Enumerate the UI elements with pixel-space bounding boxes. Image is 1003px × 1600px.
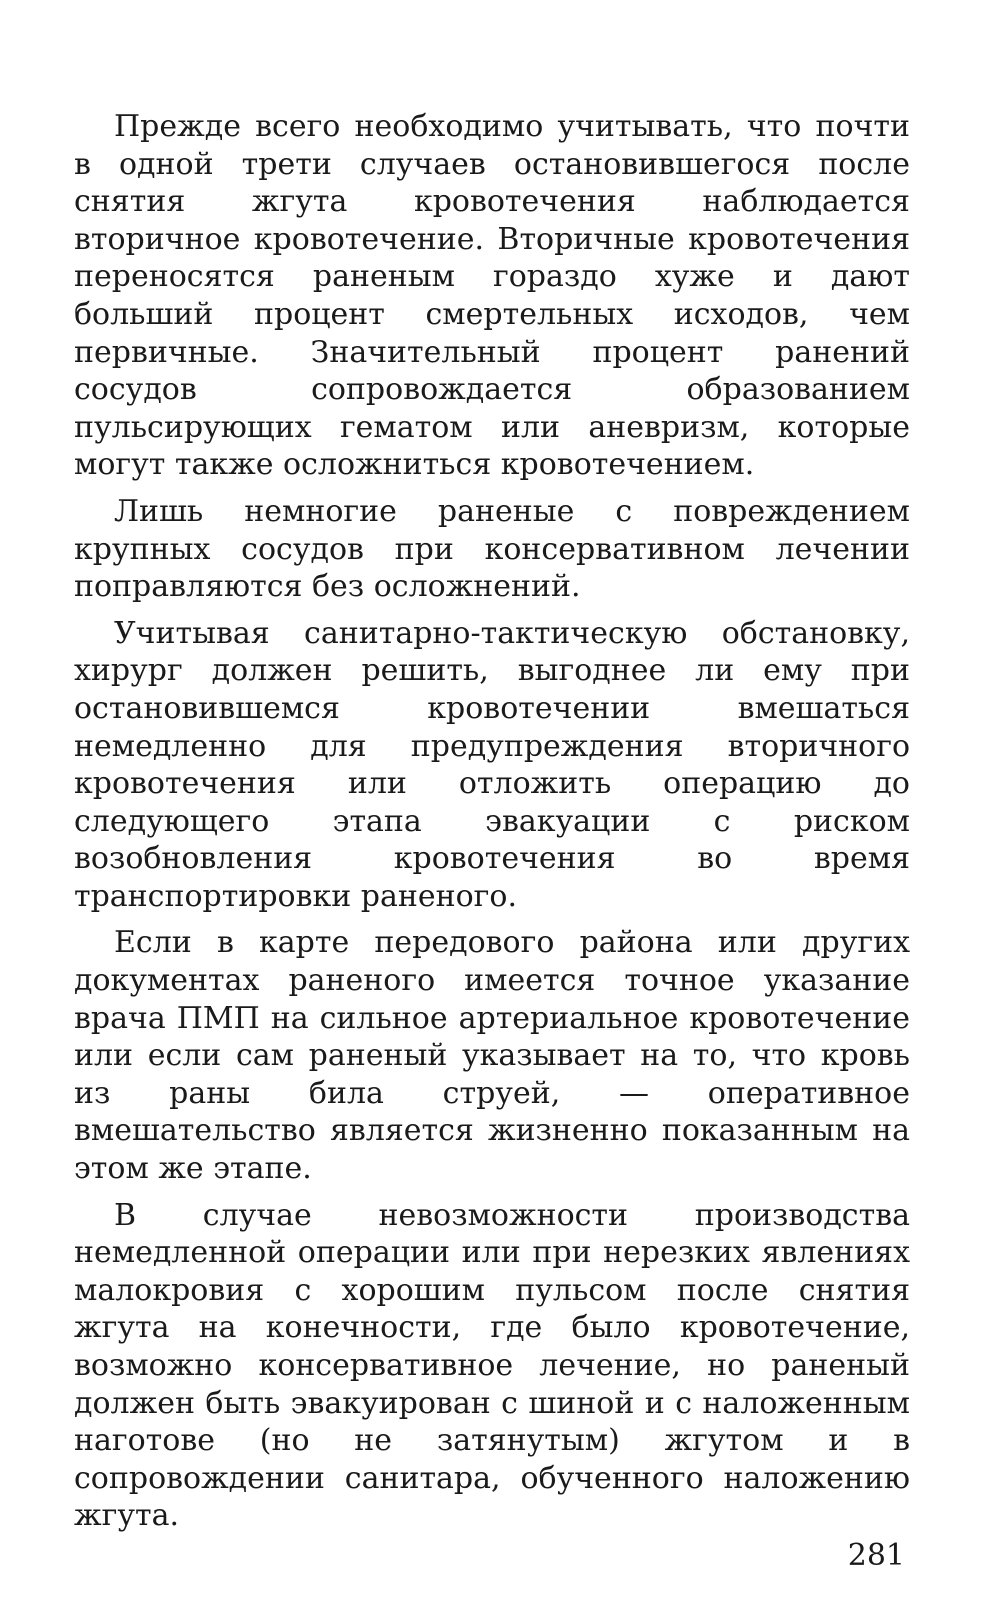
body-text	[74, 108, 910, 1544]
paragraph-3: Учитывая санитарно-тактическую обстановку, хирург должен решить, выгоднее ли ему при остановившемся кровотечении вмешаться немедленно для предупреждения вторичного кровотечения или отложить операцию до следующего этапа эвакуации с риском возобновления кровотечения во время транспортировки раненого.	[74, 615, 910, 914]
paragraph-5: В случае невозможности производства немедленной операции или при нерезких явлениях малокровия с хорошим пульсом после снятия жгута на конечности, где было кровотечение, возможно консервативное лечение, но раненый должен быть эвакуирован с шиной и с наложенным наготове (но не затянутым) жгутом и в сопровождении санитара, обученного наложению жгута.	[74, 1197, 910, 1534]
paragraph-2: Лишь немногие раненые с повреждением крупных сосудов при консервативном лечении поправляются без осложнений.	[74, 493, 910, 605]
paragraph-4: Если в карте передового района или других документах раненого имеется точное указание врача ПМП на сильное артериальное кровотечение или если сам раненый указывает на то, что кровь из раны била струей, — оперативное вмешательство является жизненно показанным на этом же этапе.	[74, 925, 910, 1187]
paragraph-1: Прежде всего необходимо учитывать, что почти в одной трети случаев остановившегося после снятия жгута кровотечения наблюдается вторичное кровотечение. Вторичные кровотечения переносятся раненым гораздо хуже и дают больший процент смертельных исходов, чем первичные. Значительный процент ранений сосудов сопровождается образованием пульсирующих гематом или аневризм, которые могут также осложниться кровотечением.	[74, 109, 910, 483]
page-number: 281	[847, 1538, 905, 1573]
